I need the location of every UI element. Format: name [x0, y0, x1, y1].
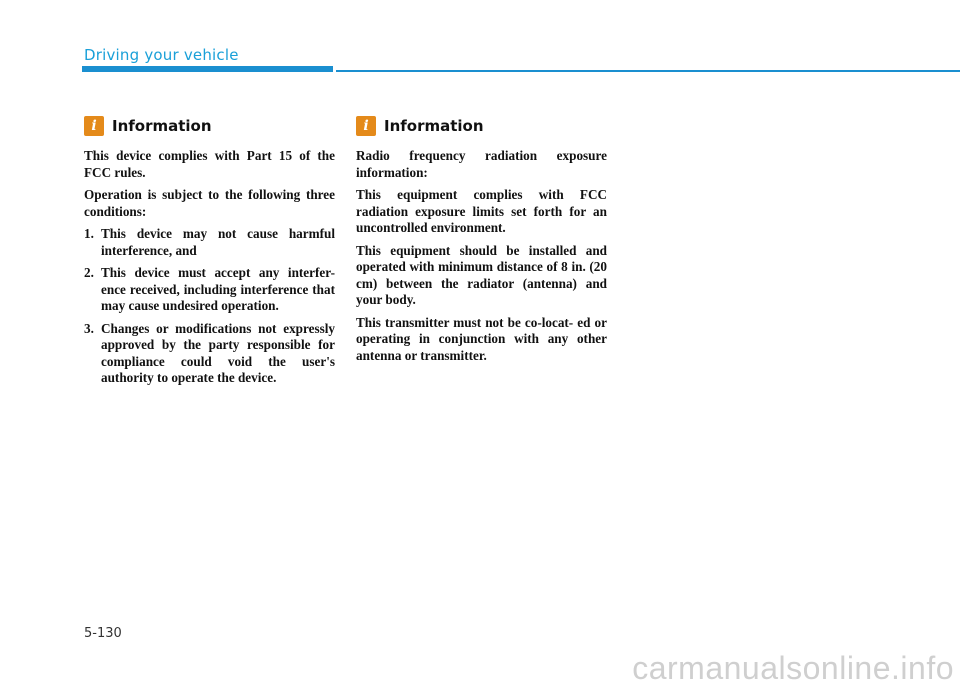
list-item — [84, 321, 335, 387]
paragraph: This equipment should be installed and operated with minimum distance of 8 in. (20 cm) between the radiator (antenna) and your body. — [356, 242, 607, 307]
section-title: Driving your vehicle — [84, 46, 239, 64]
paragraph: This transmitter must not be co-locat- ed or operating in conjunction with any other antenna or transmitter. — [356, 314, 607, 363]
list-item-text: This device may not cause harmful interference, and — [101, 226, 335, 258]
list-item — [84, 226, 335, 259]
page-number: 5-130 — [84, 626, 122, 641]
paragraph: Radio frequency radiation exposure information: — [356, 148, 607, 180]
info-title: Information — [112, 117, 212, 135]
list-item-text: This device must accept any interfer- ence received, including interference that may cause undesired operation. — [101, 265, 335, 313]
info-box-left — [84, 114, 335, 393]
info-header — [356, 114, 607, 138]
paragraph: This equipment complies with FCC radiation exposure limits set forth for an uncontrolled environment. — [356, 187, 607, 235]
paragraph: Operation is subject to the following three conditions: — [84, 187, 335, 219]
paragraph: This device complies with Part 15 of the FCC rules. — [84, 148, 335, 180]
header-rule-thin — [336, 70, 960, 72]
list-item-number: 3. — [84, 320, 94, 336]
header-rule-thick — [82, 66, 333, 72]
watermark: carmanualsonline.info — [632, 650, 954, 686]
conditions-list — [84, 226, 335, 387]
list-item-number: 1. — [84, 226, 94, 241]
list-item-text: Changes or modifications not expressly approved by the party responsible for compliance could void the user's authority to operate the device. — [101, 320, 335, 385]
list-item-number: 2. — [84, 265, 94, 280]
info-box-right — [356, 114, 607, 370]
info-title: Information — [384, 117, 484, 135]
list-item — [84, 265, 335, 315]
info-icon: i — [356, 116, 376, 136]
info-icon: i — [84, 116, 104, 136]
info-header — [84, 114, 335, 138]
